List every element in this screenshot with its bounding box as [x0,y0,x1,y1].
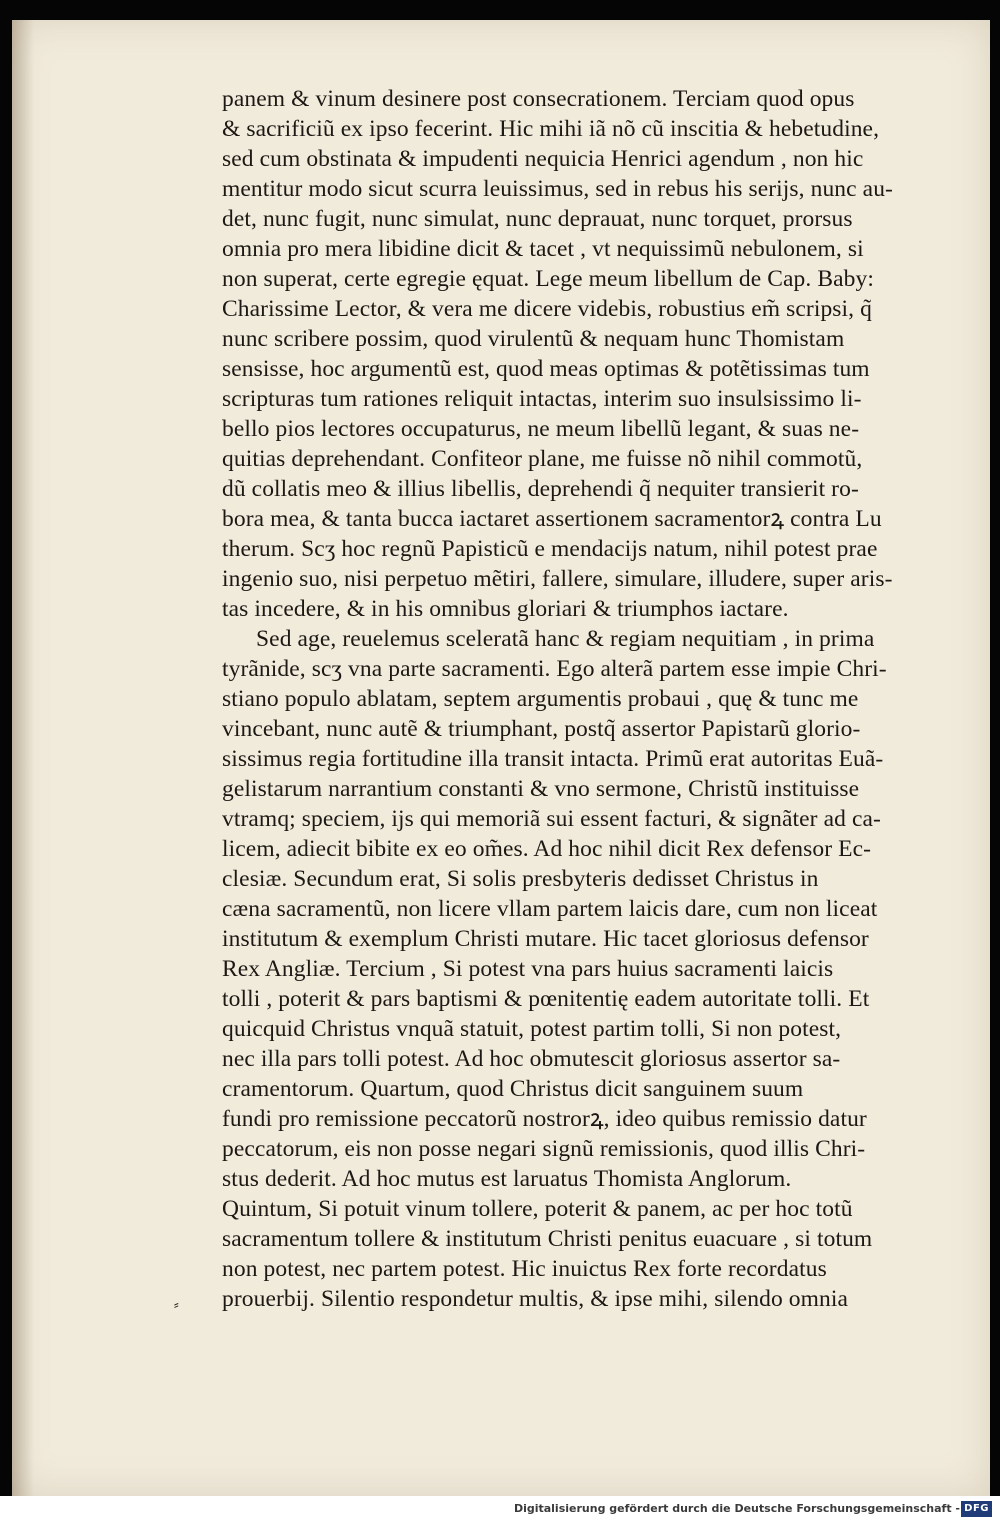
text-line: Charissime Lector, & vera me dicere videbis, robustius em̃ scripsi, q̃ [222,296,872,322]
body-text [222,84,960,1314]
page-gutter-shadow [12,20,34,1496]
text-line: & sacrificiũ ex ipso fecerint. Hic mihi iã nõ cũ inscitia & hebetudine, [222,116,880,142]
digitization-credit: Digitalisierung gefördert durch die Deutsche Forschungsgemeinschaft - [513,1502,960,1515]
text-line: cæna sacramentũ, non licere vllam partem laicis dare, cum non liceat [222,896,878,922]
text-line: non superat, certe egregie ęquat. Lege meum libellum de Cap. Baby: [222,266,874,292]
text-line: vincebant, nunc autẽ & triumphant, postq̃ assertor Papistarũ glorio- [222,716,861,742]
text-line: clesiæ. Secundum erat, Si solis presbyteris dedisset Christus in [222,866,819,892]
text-line: sissimus regia fortitudine illa transit intacta. Primũ erat autoritas Euã- [222,746,884,772]
text-line: nunc scribere possim, quod virulentũ & nequam hunc Thomistam [222,326,845,352]
stray-mark: ⸗ [174,1297,179,1313]
text-line: quicquid Christus vnquã statuit, potest partim tolli, Si non potest, [222,1016,842,1042]
text-line: sed cum obstinata & impudenti nequicia Henrici agendum , non hic [222,146,864,172]
text-line: mentitur modo sicut scurra leuissimus, sed in rebus his serijs, nunc au- [222,176,893,202]
text-line: gelistarum narrantium constanti & vno sermone, Christũ instituisse [222,776,860,802]
text-line: dũ collatis meo & illius libellis, deprehendi q̃ nequiter transierit ro- [222,476,859,502]
text-line: sensisse, hoc argumentũ est, quod meas optimas & potẽtissimas tum [222,356,870,382]
text-line: institutum & exemplum Christi mutare. Hic tacet gloriosus defensor [222,926,869,952]
text-line: prouerbij. Silentio respondetur multis, & ipse mihi, silendo omnia [222,1286,849,1312]
footer [0,1496,1000,1523]
text-line: bello pios lectores occupaturus, ne meum libellũ legant, & suas ne- [222,416,860,442]
text-line: non potest, nec partem potest. Hic inuictus Rex forte recordatus [222,1256,827,1282]
text-line: stus dederit. Ad hoc mutus est laruatus Thomista Anglorum. [222,1166,792,1192]
text-line: stiano populo ablatam, septem argumentis probaui , quę & tunc me [222,686,859,712]
text-line: Sed age, reuelemus sceleratã hanc & regiam nequitiam , in prima [256,626,875,652]
text-line: nec illa pars tolli potest. Ad hoc obmutescit gloriosus assertor sa- [222,1046,841,1072]
text-line: cramentorum. Quartum, quod Christus dicit sanguinem suum [222,1076,804,1102]
text-line: panem & vinum desinere post consecrationem. Terciam quod opus [222,86,855,112]
text-line: ingenio suo, nisi perpetuo mẽtiri, fallere, simulare, illudere, super aris- [222,566,893,592]
text-line: peccatorum, eis non posse negari signũ remissionis, quod illis Chri- [222,1136,866,1162]
text-line: Rex Angliæ. Tercium , Si potest vna pars huius sacramenti laicis [222,956,834,982]
dfg-logo: DFG [961,1501,992,1517]
text-line: det, nunc fugit, nunc simulat, nunc deprauat, nunc torquet, prorsus [222,206,853,232]
text-line: licem, adiecit bibite ex eo om̃es. Ad hoc nihil dicit Rex defensor Ec- [222,836,872,862]
text-line: bora mea, & tanta bucca iactaret assertionem sacramentorꝝ contra Lu [222,506,882,532]
text-line: vtramq; speciem, ijs qui memoriã sui essent facturi, & signãter ad ca- [222,806,881,832]
text-line: sacramentum tollere & institutum Christi penitus euacuare , si totum [222,1226,873,1252]
text-line: omnia pro mera libidine dicit & tacet , vt nequissimũ nebulonem, si [222,236,864,262]
text-line: quitias deprehendant. Confiteor plane, me fuisse nõ nihil commotũ, [222,446,863,472]
text-line: Quintum, Si potuit vinum tollere, poterit & panem, ac per hoc totũ [222,1196,853,1222]
text-line: fundi pro remissione peccatorũ nostrorꝝ, ideo quibus remissio datur [222,1106,867,1132]
text-line: therum. Scʒ hoc regnũ Papisticũ e mendacijs natum, nihil potest prae [222,536,878,562]
text-line: tas incedere, & in his omnibus gloriari & triumphos iactare. [222,596,789,622]
text-line: scripturas tum rationes reliquit intactas, interim suo insulsissimo li- [222,386,862,412]
text-line: tyrãnide, scʒ vna parte sacramenti. Ego alterã partem esse impie Chri- [222,656,887,682]
book-page [12,20,990,1496]
text-line: tolli , poterit & pars baptismi & pœnitentię eadem autoritate tolli. Et [222,986,870,1012]
